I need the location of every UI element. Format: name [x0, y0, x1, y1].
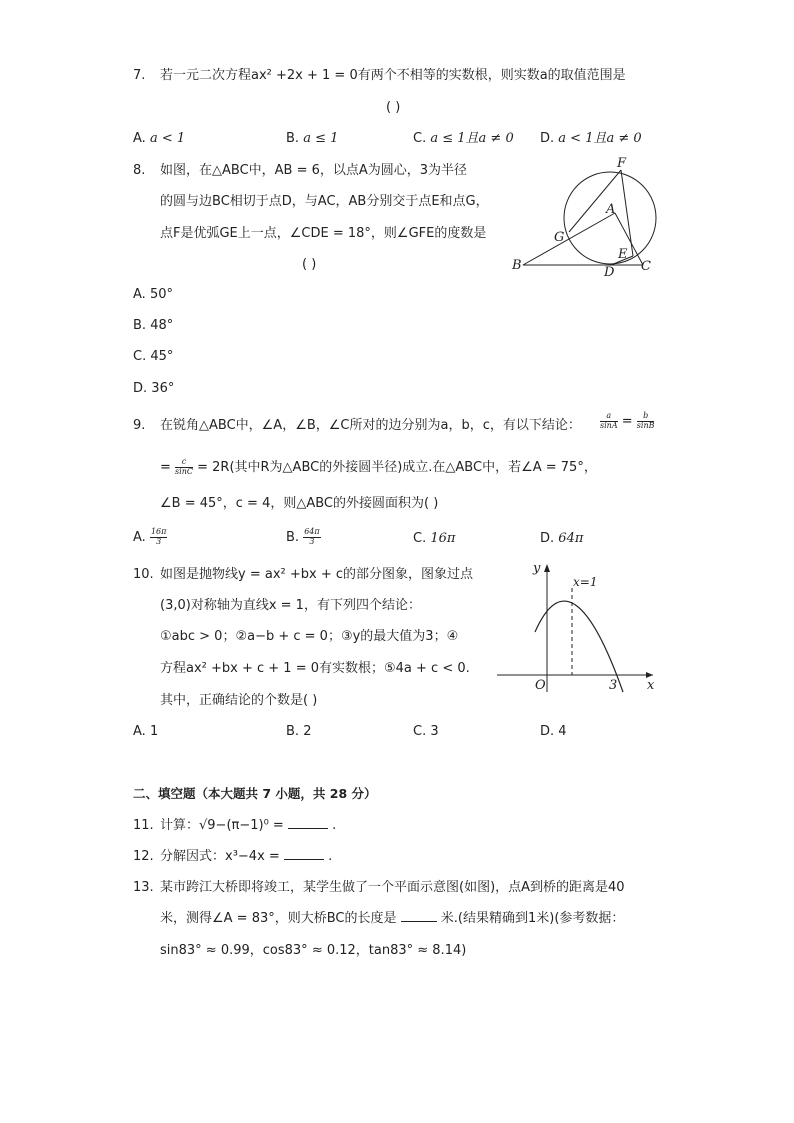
circle-a	[564, 172, 656, 264]
q8-option-d: D. 36°	[133, 381, 175, 396]
q9-option-a: A. $\frac{16\pi}{3}$	[133, 527, 167, 546]
segment-fe	[621, 170, 633, 256]
q8-option-b: B. 48°	[133, 318, 174, 333]
q7-number: 7.	[133, 68, 146, 83]
q9-number: 9.	[133, 418, 146, 433]
q10-line1: 如图是抛物线y = ax² +bx + c的部分图象，图象过点	[160, 567, 473, 582]
label-b: B	[512, 258, 522, 273]
y-axis-arrow	[544, 564, 550, 572]
q12-answer-blank[interactable]	[284, 859, 324, 860]
q8-answer-paren: ( )	[302, 257, 317, 272]
label-a: A	[606, 202, 616, 217]
section-2-title: 二、填空题（本大题共 7 小题，共 28 分）	[133, 786, 377, 801]
q9-line1: 在锐角△ABC中，∠A，∠B，∠C所对的边分别为a，b，c，有以下结论：	[160, 418, 581, 433]
q7-option-c: C. a ≤ 1且a ≠ 0	[413, 131, 514, 146]
q8-line3: 点F是优弧GE上一点，∠CDE = 18°，则∠GFE的度数是	[160, 226, 487, 241]
q10-line2: (3,0)对称轴为直线x = 1，有下列四个结论：	[160, 598, 421, 613]
q10-number: 10.	[133, 567, 154, 582]
q10-line3: ①abc > 0；②a−b + c = 0；③y的最大值为3；④	[160, 629, 459, 644]
segment-fg	[569, 170, 621, 232]
q8-option-c: C. 45°	[133, 349, 174, 364]
q9-option-d: D. 64π	[540, 531, 584, 546]
q12-text: 分解因式：x³−4x = .	[160, 849, 333, 864]
q11-number: 11.	[133, 818, 154, 833]
q10-option-c: C. 3	[413, 724, 439, 739]
q7-option-b: B. a ≤ 1	[286, 131, 339, 146]
q13-number: 13.	[133, 880, 154, 895]
segment-ba	[523, 213, 615, 265]
label-f: F	[617, 156, 627, 171]
q8-line2: 的圆与边BC相切于点D，与AC，AB分别交于点E和点G，	[160, 194, 489, 209]
q10-parabola-figure	[495, 558, 665, 698]
q10-option-a: A. 1	[133, 724, 159, 739]
label-y: y	[533, 561, 541, 576]
q8-option-a: A. 50°	[133, 287, 173, 302]
q8-line1: 如图，在△ABC中，AB = 6，以点A为圆心，3为半径	[160, 163, 468, 178]
label-c: C	[641, 259, 651, 274]
q9-option-c: C. 16π	[413, 531, 456, 546]
q9-option-b: B. $\frac{64\pi}{3}$	[286, 527, 320, 546]
label-three: 3	[609, 678, 618, 693]
q8-number: 8.	[133, 163, 146, 178]
q13-line2: 米，测得∠A = 83°，则大桥BC的长度是 米.(结果精确到1米)(参考数据：	[160, 911, 625, 926]
q12-number: 12.	[133, 849, 154, 864]
q7-option-a: A. a < 1	[133, 131, 186, 146]
q7-stem: 若一元二次方程ax² +2x + 1 = 0有两个不相等的实数根，则实数a的取值范围是	[160, 68, 626, 83]
q13-answer-blank[interactable]	[401, 921, 437, 922]
q9-line2: = $\frac{c}{\sin C}$ = 2R(其中R为△ABC的外接圆半径)成立.在△ABC中，若∠A = 75°，	[160, 457, 597, 476]
q7-option-d: D. a < 1且a ≠ 0	[540, 131, 642, 146]
q11-answer-blank[interactable]	[288, 828, 328, 829]
label-origin: O	[535, 678, 546, 693]
label-e: E	[618, 247, 628, 262]
q9-law-of-sines-fraction: $\frac{a}{\sin A}$ = $\frac{b}{\sin B}$	[600, 411, 655, 430]
q13-line1: 某市跨江大桥即将竣工，某学生做了一个平面示意图(如图)，点A到桥的距离是40	[160, 880, 625, 895]
q8-circle-figure	[505, 150, 685, 280]
label-axis: x=1	[573, 575, 598, 589]
q10-line5: 其中，正确结论的个数是( )	[160, 693, 318, 708]
q10-line4: 方程ax² +bx + c + 1 = 0有实数根；⑤4a + c < 0.	[160, 661, 470, 676]
q13-line3: sin83° ≈ 0.99，cos83° ≈ 0.12，tan83° ≈ 8.14)	[160, 943, 467, 958]
label-d: D	[604, 265, 615, 280]
q10-option-d: D. 4	[540, 724, 567, 739]
q11-text: 计算：√9−(π−1)⁰ = .	[160, 818, 337, 833]
q7-answer-paren: ( )	[386, 100, 401, 115]
q10-option-b: B. 2	[286, 724, 312, 739]
label-x: x	[647, 678, 655, 693]
label-g: G	[554, 230, 565, 245]
q9-line3: ∠B = 45°，c = 4，则△ABC的外接圆面积为( )	[160, 496, 439, 511]
